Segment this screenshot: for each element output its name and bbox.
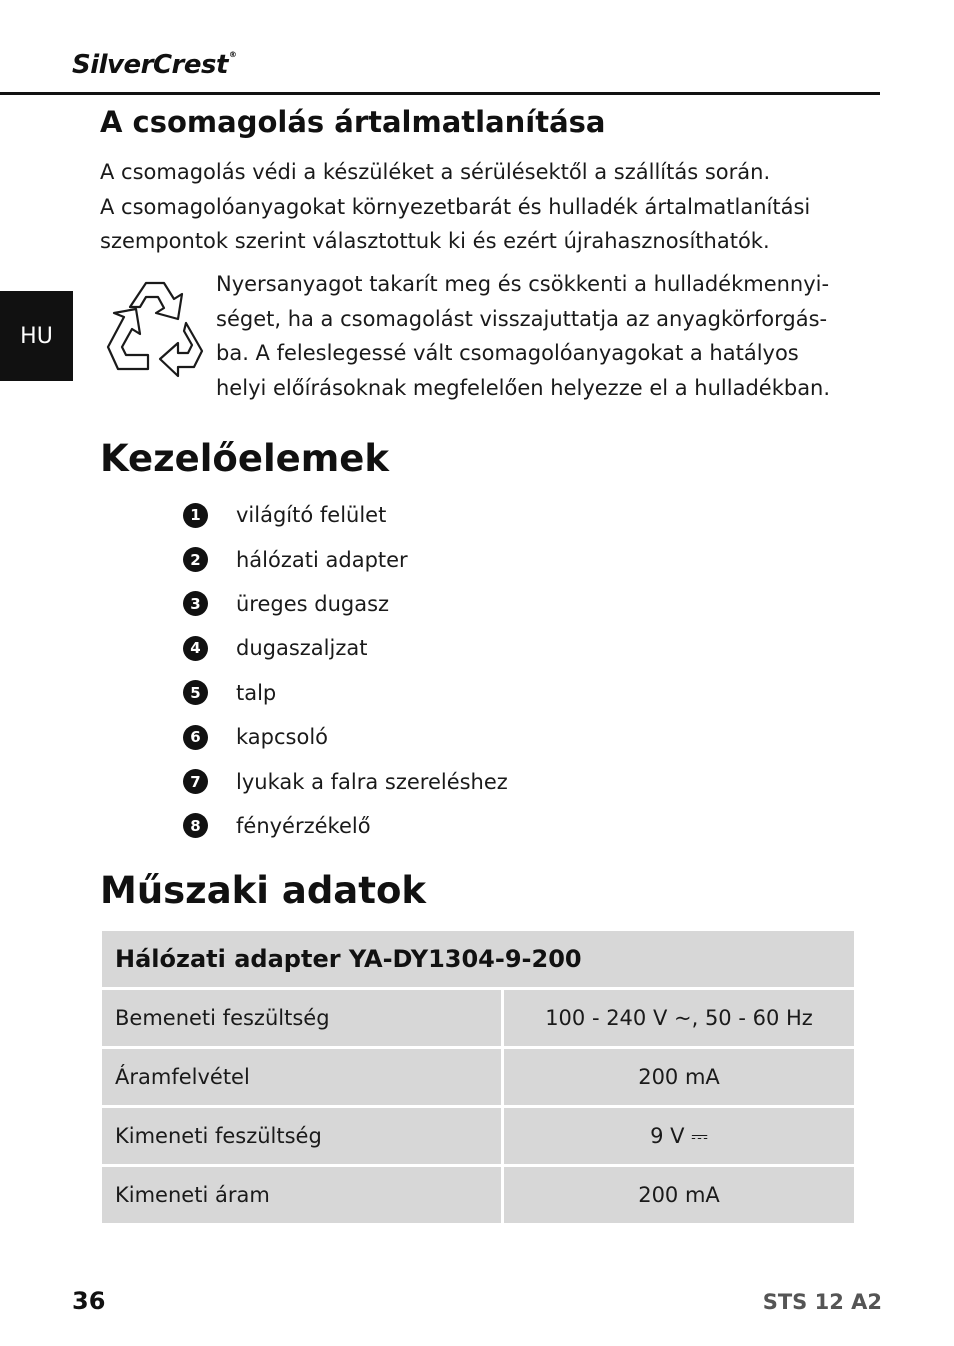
model-number: STS 12 A2 (762, 1290, 882, 1314)
spec-label: Kimeneti feszültség (102, 1108, 501, 1164)
item-label: fényérzékelő (236, 813, 371, 838)
list-item (183, 715, 508, 759)
spec-value: 9 V ⎓ (504, 1108, 854, 1164)
recycle-icon (100, 277, 212, 385)
item-number-badge: 4 (183, 636, 208, 661)
recycle-description (216, 267, 866, 405)
spec-value: 200 mA (504, 1049, 854, 1105)
recycle-line: helyi előírásoknak megfelelően helyezze el a hulladékban. (216, 375, 831, 400)
list-item (183, 671, 508, 715)
table-row (102, 1167, 854, 1223)
item-number-badge: 6 (183, 725, 208, 750)
recycle-line: séget, ha a csomagolást visszajuttatja az anyagkörforgás- (216, 306, 828, 331)
item-number-badge: 5 (183, 680, 208, 705)
item-number-badge: 7 (183, 769, 208, 794)
language-tab (0, 291, 73, 381)
item-label: kapcsoló (236, 725, 329, 750)
table-row (102, 1049, 854, 1105)
packaging-heading: A csomagolás ártalmatlanítása (100, 105, 606, 139)
list-item (183, 804, 508, 848)
controls-heading: Kezelőelemek (100, 437, 389, 480)
controls-list (183, 493, 508, 848)
brand-logo: SilverCrest® (72, 50, 237, 80)
item-label: üreges dugasz (236, 591, 390, 616)
list-item (183, 537, 508, 581)
item-label: dugaszaljzat (236, 636, 368, 661)
list-item (183, 493, 508, 537)
table-row (102, 1108, 854, 1164)
item-label: talp (236, 680, 277, 705)
table-row (102, 990, 854, 1046)
list-item (183, 759, 508, 803)
item-number-badge: 3 (183, 591, 208, 616)
item-number-badge: 1 (183, 503, 208, 528)
intro-line: A csomagolás védi a készüléket a sérülésektől a szállítás során. (100, 160, 771, 184)
item-number-badge: 8 (183, 813, 208, 838)
recycle-line: Nyersanyagot takarít meg és csökkenti a hulladékmennyi- (216, 272, 830, 296)
item-label: lyukak a falra szereléshez (236, 769, 508, 794)
specs-table (102, 931, 854, 1223)
item-label: világító felület (236, 503, 387, 528)
language-label: HU (20, 323, 53, 349)
spec-value: 200 mA (504, 1167, 854, 1223)
list-item (183, 626, 508, 670)
intro-line: A csomagolóanyagokat környezetbarát és hulladék ártalmatlanítási (100, 194, 811, 219)
item-number-badge: 2 (183, 547, 208, 572)
trademark-symbol: ® (228, 50, 237, 59)
intro-line: szempontok szerint választottuk ki és ezért újrahasznosíthatók. (100, 229, 770, 253)
packaging-intro (100, 155, 860, 259)
page-number: 36 (72, 1287, 106, 1315)
list-item (183, 582, 508, 626)
spec-value: 100 - 240 V ~, 50 - 60 Hz (504, 990, 854, 1046)
spec-label: Bemeneti feszültség (102, 990, 501, 1046)
header-divider (0, 92, 880, 95)
specs-heading: Műszaki adatok (100, 869, 426, 912)
specs-table-title: Hálózati adapter YA-DY1304-9-200 (102, 931, 854, 987)
item-label: hálózati adapter (236, 547, 408, 572)
spec-label: Kimeneti áram (102, 1167, 501, 1223)
spec-label: Áramfelvétel (102, 1049, 501, 1105)
recycle-line: ba. A feleslegessé vált csomagolóanyagokat a hatályos (216, 341, 799, 365)
